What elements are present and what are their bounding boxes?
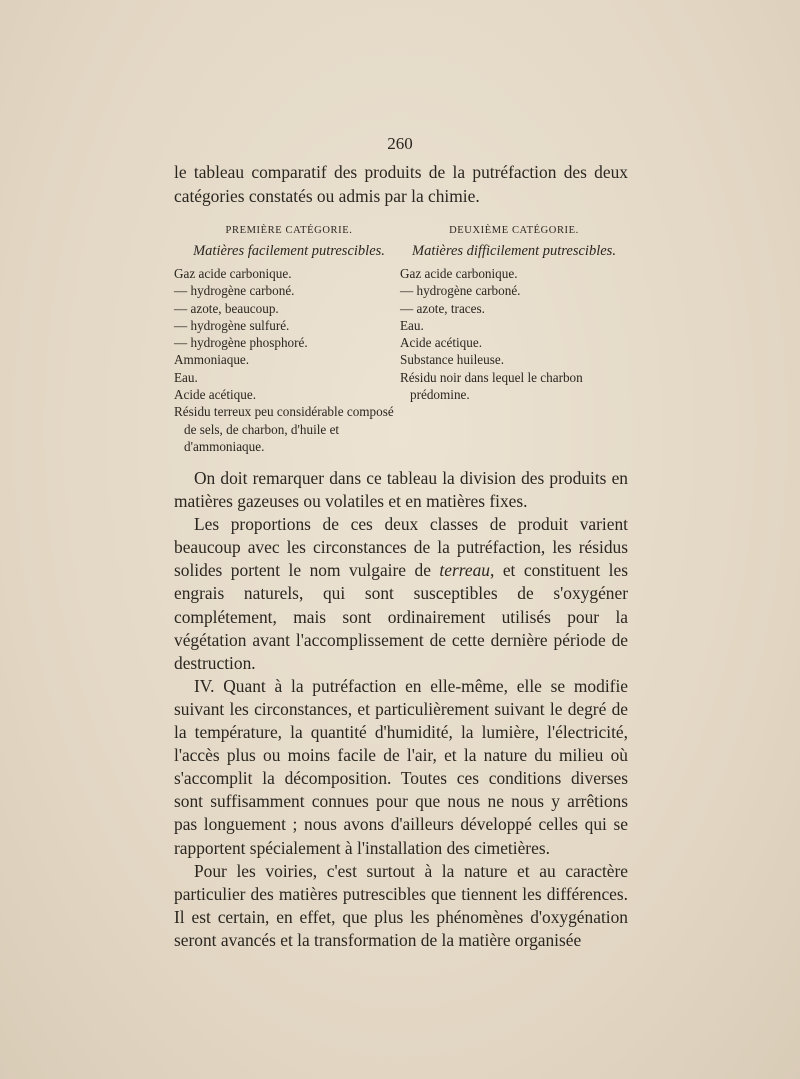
list-item: — hydrogène phosphoré. bbox=[174, 335, 308, 351]
list-item: Résidu noir dans lequel le charbon prédomine. bbox=[400, 369, 583, 403]
list-item: Résidu terreux peu considérable composé de sels, de charbon, d'huile et d'ammoniaque. bbox=[174, 404, 394, 454]
intro-paragraph: le tableau comparatif des produits de la putréfaction des deux catégories constatés ou admis par la chimie. bbox=[174, 162, 628, 206]
paragraph: IV. Quant à la putréfaction en elle-même, elle se modifie suivant les circonstances, et particulièrement suivant le degré de la température, la quantité d'humidité, la lumière, l'électricité, l'accès plus ou moins facile de l'air, et la nature du milieu où s'accomplit la décomposition. Toutes ces conditions diverses sont suffisamment connues pour que nous ne nous y arrêtions pas longuement ; nous avons d'ailleurs développé celles qui se rapportent spécialement à l'installation des cimetières. bbox=[174, 675, 628, 858]
table-column-first bbox=[174, 223, 404, 455]
list-item: — azote, beaucoup. bbox=[174, 300, 279, 316]
body-text bbox=[174, 467, 628, 952]
list-item: Gaz acide carbonique. bbox=[400, 266, 518, 281]
list-item: — hydrogène carboné. bbox=[174, 283, 295, 299]
paragraph: Pour les voiries, c'est surtout à la nature et au caractère particulier des matières putrescibles que tiennent les différences. Il est certain, en effet, que plus les phénomènes d'oxygénation seront avancés et la transformation de la matière organisée bbox=[174, 860, 628, 950]
paragraph-text: Les proportions de ces deux classes de produit varient beaucoup avec les circonstances de la putréfaction, les résidus solides portent le nom vulgaire de bbox=[174, 514, 628, 581]
list-item: — azote, traces. bbox=[400, 300, 485, 316]
emphasis-term: terreau bbox=[439, 560, 490, 581]
list-item: Gaz acide carbonique. bbox=[174, 266, 292, 281]
list-item: Ammoniaque. bbox=[174, 352, 250, 368]
list-item: Acide acétique. bbox=[174, 387, 257, 403]
paragraph: On doit remarquer dans ce tableau la division des produits en matières gazeuses ou volatiles et en matières fixes. bbox=[174, 468, 628, 512]
list-item: Eau. bbox=[400, 317, 424, 333]
list-item: Substance huileuse. bbox=[400, 352, 505, 368]
product-list bbox=[400, 265, 628, 403]
page-number: 260 bbox=[387, 134, 413, 153]
list-item: — hydrogène sulfuré. bbox=[174, 317, 290, 333]
paragraph bbox=[174, 513, 628, 675]
column-subheader: Matières difficilement putrescibles. bbox=[412, 243, 616, 259]
column-subheader: Matières facilement putrescibles. bbox=[193, 243, 385, 259]
list-item: — hydrogène carboné. bbox=[400, 283, 521, 299]
list-item: Acide acétique. bbox=[400, 335, 483, 351]
list-item: Eau. bbox=[174, 369, 198, 385]
table-column-second bbox=[400, 223, 628, 403]
column-header: DEUXIÈME CATÉGORIE. bbox=[449, 225, 579, 236]
product-list bbox=[174, 265, 404, 455]
paragraph-text: , et constituent les engrais naturels, qui sont susceptibles de s'oxygéner complétement, mais sont ordinairement utilisés pour la végétation avant l'accomplissement de cette dernière période de destruction. bbox=[174, 560, 629, 673]
column-header: PREMIÈRE CATÉGORIE. bbox=[225, 225, 353, 236]
